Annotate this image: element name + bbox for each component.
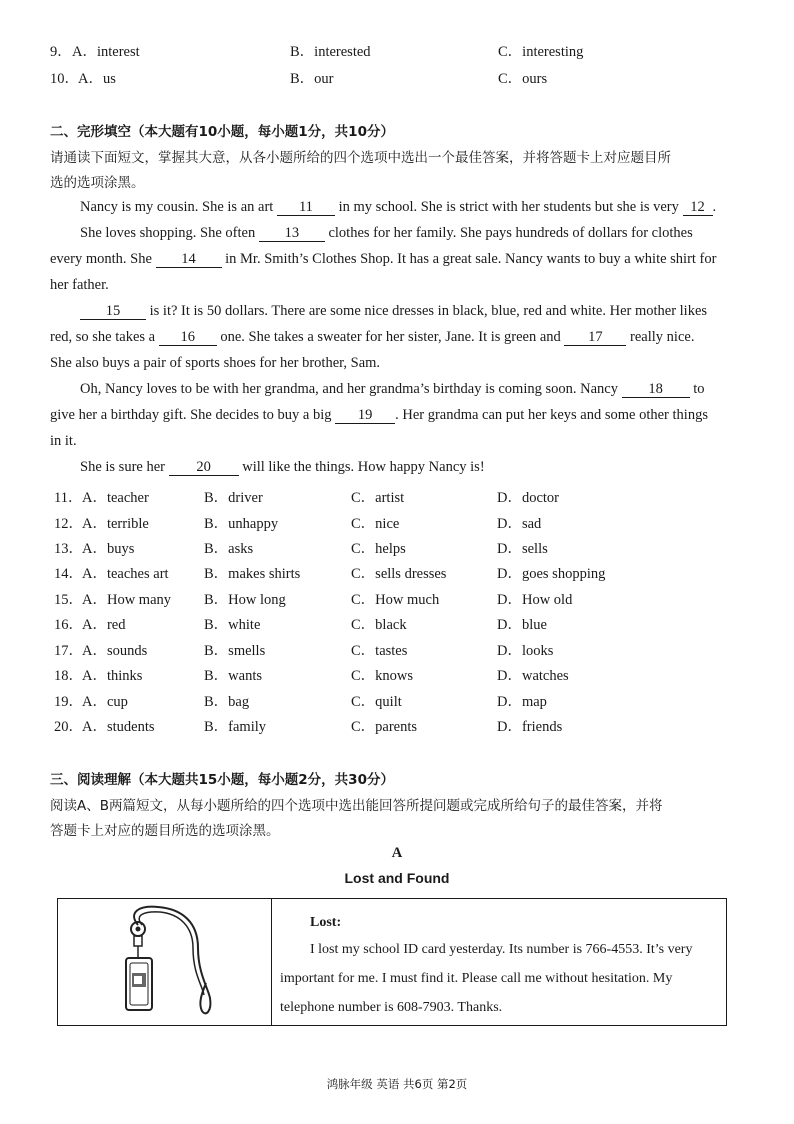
passage-line <box>50 454 748 480</box>
blank-16: 16 <box>159 329 217 346</box>
text: red, so she takes a <box>50 329 159 345</box>
option-c: C．quilt <box>351 694 402 710</box>
option-b: B．smells <box>204 643 266 659</box>
question-11-options <box>0 486 794 506</box>
text: . <box>712 199 717 215</box>
question-number: 18． <box>54 668 83 684</box>
passage-line <box>50 376 748 402</box>
question-17-options <box>0 639 794 659</box>
passage-title: Lost and Found <box>344 870 450 886</box>
option-d: D．sad <box>497 516 542 532</box>
option-b: B．family <box>204 719 267 735</box>
text: in Mr. Smith’s Clothes Shop. It has a great sale. Nancy wants to buy a white shirt for <box>221 251 717 267</box>
question-number: 19． <box>54 694 83 710</box>
option-a: A．interest <box>72 44 140 60</box>
option-d: D．sells <box>497 541 548 557</box>
blank-13: 13 <box>259 225 325 242</box>
option-d: D．How old <box>497 592 573 608</box>
option-b: B．How long <box>204 592 286 608</box>
text: is it? It is 50 dollars. There are some nice dresses in black, blue, red and white. Her mother likes <box>146 303 708 319</box>
text: Oh, Nancy loves to be with her grandma, and her grandma’s birthday is coming soon. Nancy <box>80 381 622 397</box>
passage-line <box>50 324 748 350</box>
blank-18: 18 <box>622 381 690 398</box>
question-19-options <box>0 690 794 710</box>
blank-15: 15 <box>80 303 146 320</box>
question-number: 16． <box>54 617 83 633</box>
question-12-options <box>0 512 794 532</box>
option-c: C．nice <box>351 516 400 532</box>
option-b: B．bag <box>204 694 250 710</box>
option-c: C．black <box>351 617 407 633</box>
lost-text-line: important for me. I must find it. Please call me without hesitation. My <box>280 971 673 986</box>
lost-text-line: I lost my school ID card yesterday. Its number is 766-4553. It’s very <box>310 942 693 957</box>
question-15-options <box>0 588 794 608</box>
option-a: A．red <box>82 617 126 633</box>
lost-text-line: telephone number is 608-7903. Thanks. <box>280 1000 503 1015</box>
option-b: B．asks <box>204 541 254 557</box>
table-divider <box>271 899 272 1025</box>
question-number: 9． <box>50 44 72 60</box>
option-b: B．interested <box>290 44 371 60</box>
option-a: A．sounds <box>82 643 148 659</box>
text: to <box>689 381 705 397</box>
question-number: 14． <box>54 566 83 582</box>
text: She is sure her <box>80 459 169 475</box>
question-number: 10． <box>50 71 79 87</box>
option-a: A．terrible <box>82 516 149 532</box>
option-b: B．driver <box>204 490 263 506</box>
question-number: 12． <box>54 516 83 532</box>
section-2-heading: 二、完形填空（本大题有10小题，每小题1分，共10分） <box>50 124 394 140</box>
option-a: A．How many <box>82 592 172 608</box>
passage-line <box>50 402 748 428</box>
option-c: C．ours <box>498 71 548 87</box>
option-a: A．thinks <box>82 668 143 684</box>
section-3-instructions-line2: 答题卡上对应的题目所选的选项涂黑。 <box>50 823 280 839</box>
text: Nancy is my cousin. She is an art <box>80 199 277 215</box>
option-d: D．map <box>497 694 547 710</box>
passage-line: her father. <box>50 277 109 293</box>
passage-line <box>50 194 748 220</box>
option-d: D．looks <box>497 643 554 659</box>
lost-and-found-table <box>57 898 727 1026</box>
question-number: 20． <box>54 719 83 735</box>
blank-14: 14 <box>156 251 222 268</box>
passage-line: in it. <box>50 433 77 449</box>
lost-notice <box>280 911 720 1022</box>
option-d: D．blue <box>497 617 547 633</box>
option-c: C．parents <box>351 719 418 735</box>
question-number: 11． <box>54 490 83 506</box>
text: give her a birthday gift. She decides to buy a big <box>50 407 336 423</box>
option-d: D．doctor <box>497 490 560 506</box>
option-a: A．us <box>78 71 116 87</box>
cloze-passage <box>50 194 748 480</box>
blank-20: 20 <box>169 459 239 476</box>
passage-line <box>50 246 748 272</box>
question-14-options <box>0 562 794 582</box>
question-18-options <box>0 664 794 684</box>
option-c: C．How much <box>351 592 440 608</box>
question-20-options <box>0 715 794 735</box>
text: . Her grandma can put her keys and some other things <box>395 407 708 423</box>
option-b: B．our <box>290 71 334 87</box>
option-b: B．makes shirts <box>204 566 301 582</box>
text: clothes for her family. She pays hundreds of dollars for clothes <box>324 225 693 241</box>
question-16-options <box>0 613 794 633</box>
question-number: 15． <box>54 592 83 608</box>
option-c: C．helps <box>351 541 406 557</box>
option-b: B．white <box>204 617 261 633</box>
option-a: A．teaches art <box>82 566 169 582</box>
option-a: A．students <box>82 719 155 735</box>
option-c: C．artist <box>351 490 405 506</box>
option-c: C．knows <box>351 668 414 684</box>
passage-line: She also buys a pair of sports shoes for her brother, Sam. <box>50 355 381 371</box>
section-2-instructions-line1: 请通读下面短文，掌握其大意，从各小题所给的四个选项中选出一个最佳答案，并将答题卡上对应题目所 <box>50 150 671 166</box>
passage-line <box>50 298 748 324</box>
text: one. She takes a sweater for her sister, Jane. It is green and <box>216 329 565 345</box>
page-footer: 鸿脉年级 英语 共6页 第2页 <box>326 1077 468 1091</box>
option-d: D．friends <box>497 719 563 735</box>
section-3-instructions-line1: 阅读A、B两篇短文，从每小题所给的四个选项中选出能回答所提问题或完成所给句子的最佳答案，并将 <box>50 798 663 814</box>
option-b: B．unhappy <box>204 516 279 532</box>
passage-letter: A <box>391 845 403 861</box>
section-3-heading: 三、阅读理解（本大题共15小题，每小题2分，共30分） <box>50 772 394 788</box>
lost-label: Lost: <box>310 915 342 930</box>
question-9-options <box>0 40 794 60</box>
option-a: A．teacher <box>82 490 149 506</box>
text: in my school. She is strict with her students but she is very <box>334 199 683 215</box>
passage-line <box>50 220 748 246</box>
question-number: 13． <box>54 541 83 557</box>
id-card-lanyard-icon <box>98 903 238 1021</box>
option-d: D．goes shopping <box>497 566 606 582</box>
blank-12: 12 <box>683 199 713 216</box>
option-a: A．buys <box>82 541 135 557</box>
option-d: D．watches <box>497 668 569 684</box>
option-c: C．tastes <box>351 643 408 659</box>
text: every month. She <box>50 251 156 267</box>
question-number: 17． <box>54 643 83 659</box>
option-c: C．interesting <box>498 44 584 60</box>
blank-11: 11 <box>277 199 335 216</box>
option-a: A．cup <box>82 694 128 710</box>
text: She loves shopping. She often <box>80 225 259 241</box>
option-c: C．sells dresses <box>351 566 447 582</box>
text: will like the things. How happy Nancy is! <box>238 459 485 475</box>
question-13-options <box>0 537 794 557</box>
question-10-options <box>0 67 794 87</box>
section-2-instructions-line2: 选的选项涂黑。 <box>50 175 145 191</box>
blank-17: 17 <box>564 329 626 346</box>
blank-19: 19 <box>335 407 395 424</box>
option-b: B．wants <box>204 668 262 684</box>
text: really nice. <box>626 329 695 345</box>
